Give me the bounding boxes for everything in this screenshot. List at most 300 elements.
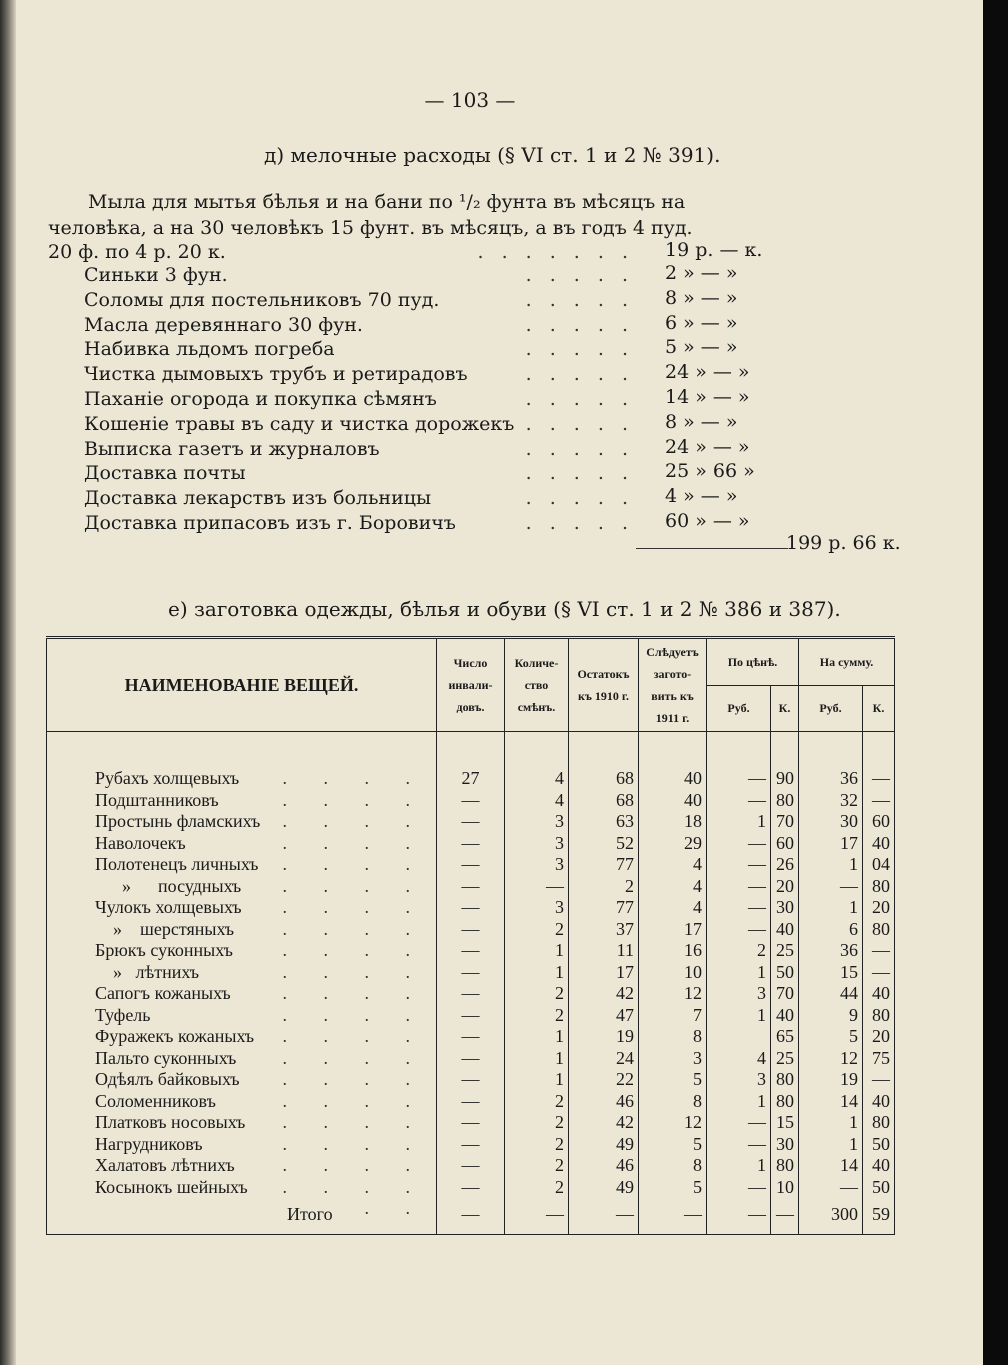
cell-invalids: 27: [437, 768, 505, 790]
cell-price-r: —: [707, 897, 771, 919]
item-name: [47, 1134, 437, 1156]
leader-dots: . . . .: [282, 832, 426, 853]
item-name-text: Сапогъ кожаныхъ: [95, 983, 231, 1004]
cell-sum-k: 20: [863, 897, 895, 919]
intro-dots: . . . . . . .: [477, 241, 634, 263]
table-row: [47, 1091, 895, 1113]
table-row: [47, 854, 895, 876]
item-name-text: Подштанниковъ: [95, 789, 219, 810]
cell-changes: 2: [505, 1177, 569, 1199]
section-d-heading: д) мелочные расходы (§ VI ст. 1 и 2 № 391).: [264, 143, 721, 167]
item-name: [47, 962, 437, 984]
cell-sum-k: 80: [863, 1005, 895, 1027]
cell-invalids: —: [437, 1177, 505, 1199]
cell-price-k: 80: [771, 1069, 799, 1091]
cell-invalids: —: [437, 940, 505, 962]
cell-sum-r: 14: [799, 1091, 863, 1113]
cell-prepare: 8: [639, 1026, 707, 1048]
table-row: [47, 1155, 895, 1177]
leader-dots: . . . . .: [525, 512, 634, 534]
cell-prepare: 3: [639, 1048, 707, 1070]
table-row: [47, 790, 895, 812]
cell-sum-r: 1: [799, 897, 863, 919]
cell-sum-k: —: [863, 790, 895, 812]
item-name: [47, 790, 437, 812]
header-sum-rub: Руб.: [799, 685, 863, 731]
item-name-text: Пальто суконныхъ: [95, 1047, 237, 1068]
item-name: [47, 1069, 437, 1091]
header-to-prepare: Слѣдуетъ загото- вить къ 1911 г.: [639, 638, 707, 732]
cell-invalids: —: [437, 897, 505, 919]
cell-price-k: 15: [771, 1112, 799, 1134]
cell-sum-k: 04: [863, 854, 895, 876]
table-row: [47, 768, 895, 790]
expense-item: [84, 487, 634, 511]
intro-amount: 19 р. — к.: [665, 239, 763, 261]
cell-changes: 3: [505, 833, 569, 855]
cell-invalids: —: [437, 1091, 505, 1113]
cell-changes: 1: [505, 940, 569, 962]
header-price-rub: Руб.: [707, 685, 771, 731]
cell-remainder: 77: [569, 854, 639, 876]
expense-item: [84, 314, 634, 338]
header-sum-kop: К.: [863, 685, 895, 731]
expense-label: Доставка почты: [84, 462, 246, 485]
item-name-text: Простынь фламскихъ: [95, 811, 261, 832]
cell-price-k: 60: [771, 833, 799, 855]
clothing-table: [46, 636, 895, 1235]
cell-sum-r: 32: [799, 790, 863, 812]
expense-item: [84, 264, 634, 288]
cell-price-r: —: [707, 1198, 771, 1230]
cell-remainder: 37: [569, 919, 639, 941]
cell-sum-k: 80: [863, 919, 895, 941]
cell-price-k: 26: [771, 854, 799, 876]
item-name-text: Фуражекъ кожаныхъ: [95, 1026, 255, 1047]
cell-prepare: 5: [639, 1134, 707, 1156]
expense-item: [84, 289, 634, 313]
leader-dots: . . . . .: [525, 363, 634, 386]
item-name: [47, 1026, 437, 1048]
intro-line-3: 20 ф. по 4 р. 20 к.: [48, 241, 226, 263]
leader-dots: . . . .: [282, 768, 426, 788]
cell-sum-r: 14: [799, 1155, 863, 1177]
spacer-row: [47, 732, 895, 769]
cell-sum-r: 36: [799, 768, 863, 790]
cell-sum-r: —: [799, 876, 863, 898]
cell-remainder: 24: [569, 1048, 639, 1070]
cell-changes: 1: [505, 962, 569, 984]
cell-price-r: —: [707, 1134, 771, 1156]
table-row: [47, 919, 895, 941]
expense-amount: 4 » — »: [665, 485, 738, 508]
item-name-text: Рубахъ холщевыхъ: [95, 768, 240, 789]
expense-amount: 24 » — »: [665, 361, 750, 384]
cell-changes: 3: [505, 897, 569, 919]
cell-changes: 4: [505, 790, 569, 812]
cell-sum-k: —: [863, 1069, 895, 1091]
item-name-text: Одѣялъ байковыхъ: [95, 1069, 240, 1090]
table-bottom-row: [47, 1230, 895, 1235]
header-name: НАИМЕНОВАНІЕ ВЕЩЕЙ.: [47, 638, 437, 732]
cell-prepare: 5: [639, 1177, 707, 1199]
table-row: [47, 983, 895, 1005]
cell-prepare: 5: [639, 1069, 707, 1091]
cell-changes: 3: [505, 811, 569, 833]
cell-sum-r: 1: [799, 854, 863, 876]
expense-label: Паханіе огорода и покупка сѣмянъ: [84, 388, 437, 410]
item-name: [47, 1155, 437, 1177]
leader-dots: . . . .: [282, 1026, 426, 1046]
item-name: [47, 1091, 437, 1113]
cell-sum-r: 300: [799, 1198, 863, 1230]
total-label: [47, 1198, 437, 1230]
cell-prepare: 10: [639, 962, 707, 984]
cell-changes: 1: [505, 1069, 569, 1091]
cell-remainder: 11: [569, 940, 639, 962]
expense-item: [84, 363, 634, 387]
cell-sum-k: 59: [863, 1198, 895, 1230]
cell-sum-r: 9: [799, 1005, 863, 1027]
table-row: [47, 1048, 895, 1070]
cell-prepare: 8: [639, 1091, 707, 1113]
expense-label: Синьки 3 фун.: [84, 264, 228, 286]
cell-sum-k: 75: [863, 1048, 895, 1070]
cell-sum-k: 50: [863, 1134, 895, 1156]
leader-dots: . . . .: [282, 1047, 426, 1068]
total-label-text: Итого: [287, 1203, 333, 1224]
cell-price-r: —: [707, 790, 771, 812]
cell-sum-k: 60: [863, 811, 895, 833]
cell-invalids: —: [437, 983, 505, 1005]
table-row: [47, 897, 895, 919]
leader-dots: . . . .: [282, 854, 426, 874]
leader-dots: . . . .: [282, 1155, 426, 1175]
item-name: [47, 1177, 437, 1199]
cell-changes: 2: [505, 1112, 569, 1134]
cell-sum-r: 15: [799, 962, 863, 984]
expense-amount: 2 » — »: [665, 262, 738, 284]
leader-dots: . . . . .: [525, 437, 634, 460]
expense-label: Чистка дымовыхъ трубъ и ретирадовъ: [84, 363, 468, 386]
expense-item: [84, 388, 634, 412]
cell-sum-r: 17: [799, 833, 863, 855]
leader-dots: . . . .: [282, 961, 426, 982]
cell-sum-k: 40: [863, 833, 895, 855]
cell-remainder: 49: [569, 1177, 639, 1199]
cell-price-k: 80: [771, 1091, 799, 1113]
cell-price-k: 50: [771, 962, 799, 984]
cell-sum-r: 5: [799, 1026, 863, 1048]
item-name-text: » посудныхъ: [95, 875, 242, 896]
cell-prepare: —: [639, 1198, 707, 1230]
cell-changes: 2: [505, 1091, 569, 1113]
cell-remainder: 22: [569, 1069, 639, 1091]
item-name: [47, 833, 437, 855]
cell-remainder: 49: [569, 1134, 639, 1156]
leader-dots: . . . .: [282, 1069, 426, 1089]
total-rule: [636, 548, 788, 549]
cell-price-r: 1: [707, 1155, 771, 1177]
item-name: [47, 768, 437, 790]
table-row: [47, 833, 895, 855]
leader-dots: . .: [364, 1198, 426, 1218]
cell-prepare: 40: [639, 790, 707, 812]
cell-sum-k: 20: [863, 1026, 895, 1048]
leader-dots: . . . .: [282, 1176, 426, 1197]
cell-price-r: 1: [707, 1005, 771, 1027]
cell-invalids: —: [437, 790, 505, 812]
cell-invalids: —: [437, 1198, 505, 1230]
expense-item: [84, 338, 634, 362]
cell-price-r: [707, 1026, 771, 1048]
section-e-heading: е) заготовка одежды, бѣлья и обуви (§ VI ст. 1 и 2 № 386 и 387).: [168, 597, 841, 621]
header-changes: Количе- ство смѣнъ.: [505, 638, 569, 732]
table-row: [47, 1112, 895, 1134]
leader-dots: . . . . .: [525, 313, 634, 336]
cell-price-r: 1: [707, 1091, 771, 1113]
cell-prepare: 7: [639, 1005, 707, 1027]
cell-price-k: —: [771, 1198, 799, 1230]
table-row: [47, 1026, 895, 1048]
leader-dots: . . . . .: [525, 388, 634, 410]
cell-sum-r: 12: [799, 1048, 863, 1070]
leader-dots: . . . .: [282, 918, 426, 939]
item-name-text: Косынокъ шейныхъ: [95, 1176, 248, 1197]
cell-invalids: —: [437, 876, 505, 898]
cell-price-r: —: [707, 876, 771, 898]
item-name: [47, 940, 437, 962]
cell-prepare: 12: [639, 1112, 707, 1134]
cell-changes: 1: [505, 1026, 569, 1048]
intro-line-1: Мыла для мытья бѣлья и на бани по ¹/₂ фунта въ мѣсяцъ на: [88, 191, 686, 213]
table-row: [47, 962, 895, 984]
expense-amount: 24 » — »: [665, 435, 750, 458]
leader-dots: . . . .: [282, 1112, 426, 1132]
header-invalids: Число инвали- довъ.: [437, 638, 505, 732]
cell-sum-r: 19: [799, 1069, 863, 1091]
cell-changes: 2: [505, 1134, 569, 1156]
cell-price-k: 20: [771, 876, 799, 898]
cell-changes: 3: [505, 854, 569, 876]
item-name-text: Туфель: [95, 1004, 151, 1025]
cell-changes: 2: [505, 983, 569, 1005]
item-name: [47, 854, 437, 876]
cell-remainder: 46: [569, 1091, 639, 1113]
leader-dots: . . . .: [282, 789, 426, 810]
item-name: [47, 983, 437, 1005]
leader-dots: . . . . .: [525, 338, 634, 361]
cell-price-k: 10: [771, 1177, 799, 1199]
table-row: [47, 811, 895, 833]
cell-sum-k: 40: [863, 1091, 895, 1113]
cell-invalids: —: [437, 1112, 505, 1134]
cell-changes: 1: [505, 1048, 569, 1070]
leader-dots: . . . . .: [525, 412, 634, 435]
cell-price-k: 25: [771, 940, 799, 962]
item-name-text: » лѣтнихъ: [95, 961, 200, 982]
expense-label: Выписка газетъ и журналовъ: [84, 437, 380, 460]
cell-invalids: —: [437, 1134, 505, 1156]
item-name: [47, 876, 437, 898]
cell-price-k: 70: [771, 983, 799, 1005]
item-name-text: Халатовъ лѣтнихъ: [95, 1155, 235, 1176]
cell-invalids: —: [437, 1155, 505, 1177]
item-name: [47, 919, 437, 941]
item-name-text: Брюкъ суконныхъ: [95, 940, 233, 961]
cell-invalids: —: [437, 854, 505, 876]
item-name-text: » шерстяныхъ: [95, 918, 235, 939]
expense-amount: 8 » — »: [665, 410, 738, 433]
item-name-text: Чулокъ холщевыхъ: [95, 897, 242, 918]
expense-amount: 60 » — »: [665, 510, 750, 532]
cell-changes: 4: [505, 768, 569, 790]
cell-invalids: —: [437, 1048, 505, 1070]
cell-invalids: —: [437, 833, 505, 855]
item-name-text: Нагрудниковъ: [95, 1133, 203, 1154]
leader-dots: . . . .: [282, 1004, 426, 1025]
cell-price-k: 40: [771, 1005, 799, 1027]
cell-remainder: 2: [569, 876, 639, 898]
cell-remainder: 68: [569, 768, 639, 790]
table-row: [47, 940, 895, 962]
expense-item: [84, 512, 634, 536]
cell-price-k: 80: [771, 790, 799, 812]
header-remainder: Остатокъ къ 1910 г.: [569, 638, 639, 732]
leader-dots: . . . .: [282, 940, 426, 960]
leader-dots: . . . . .: [525, 264, 634, 286]
expense-label: Масла деревяннаго 30 фун.: [84, 313, 363, 336]
cell-prepare: 4: [639, 876, 707, 898]
expense-item: [84, 462, 634, 486]
cell-sum-r: 1: [799, 1134, 863, 1156]
expense-amount: 6 » — »: [665, 311, 738, 334]
item-name-text: Наволочекъ: [95, 832, 186, 853]
cell-price-k: 80: [771, 1155, 799, 1177]
cell-invalids: —: [437, 962, 505, 984]
cell-sum-k: —: [863, 768, 895, 790]
cell-changes: 2: [505, 1155, 569, 1177]
cell-sum-k: —: [863, 940, 895, 962]
expense-label: Доставка лекарствъ изъ больницы: [84, 487, 432, 510]
expense-amount: 8 » — »: [665, 286, 738, 309]
cell-price-k: 25: [771, 1048, 799, 1070]
cell-price-k: 90: [771, 768, 799, 790]
cell-remainder: 42: [569, 983, 639, 1005]
expense-amount: 25 » 66 »: [665, 460, 755, 483]
expense-amount: 14 » — »: [665, 386, 750, 408]
book-gutter: [0, 0, 16, 1365]
cell-sum-r: 6: [799, 919, 863, 941]
cell-price-r: —: [707, 1112, 771, 1134]
cell-price-k: 40: [771, 919, 799, 941]
expense-label: Кошеніе травы въ саду и чистка дорожекъ: [84, 412, 515, 435]
header-sum: На сумму.: [799, 638, 895, 686]
total-row: [47, 1198, 895, 1230]
cell-sum-k: —: [863, 962, 895, 984]
cell-invalids: —: [437, 1026, 505, 1048]
cell-sum-k: 40: [863, 1155, 895, 1177]
cell-remainder: 77: [569, 897, 639, 919]
item-name-text: Соломенниковъ: [95, 1090, 216, 1111]
cell-prepare: 12: [639, 983, 707, 1005]
cell-remainder: 68: [569, 790, 639, 812]
expense-item: [84, 413, 634, 437]
cell-prepare: 4: [639, 854, 707, 876]
cell-invalids: —: [437, 1005, 505, 1027]
cell-remainder: 52: [569, 833, 639, 855]
table-row: [47, 1069, 895, 1091]
cell-price-k: 30: [771, 897, 799, 919]
cell-price-r: 1: [707, 811, 771, 833]
cell-price-r: —: [707, 919, 771, 941]
cell-invalids: —: [437, 1069, 505, 1091]
expense-label: Набивка льдомъ погреба: [84, 338, 335, 361]
cell-sum-r: —: [799, 1177, 863, 1199]
section-d-total: 199 р. 66 к.: [786, 532, 901, 554]
cell-price-r: —: [707, 833, 771, 855]
cell-remainder: 42: [569, 1112, 639, 1134]
item-name: [47, 1112, 437, 1134]
cell-changes: 2: [505, 1005, 569, 1027]
expense-label: Доставка припасовъ изъ г. Боровичъ: [84, 512, 456, 534]
cell-sum-k: 40: [863, 983, 895, 1005]
page-number: — 103 —: [424, 88, 516, 112]
cell-remainder: 47: [569, 1005, 639, 1027]
leader-dots: . . . . .: [525, 487, 634, 510]
cell-changes: —: [505, 1198, 569, 1230]
cell-changes: 2: [505, 919, 569, 941]
cell-invalids: —: [437, 919, 505, 941]
cell-price-k: 70: [771, 811, 799, 833]
cell-sum-k: 80: [863, 1112, 895, 1134]
cell-remainder: 17: [569, 962, 639, 984]
expense-amount: 5 » — »: [665, 336, 738, 359]
cell-prepare: 29: [639, 833, 707, 855]
table-row: [47, 1177, 895, 1199]
leader-dots: . . . .: [282, 897, 426, 917]
expense-item: [84, 438, 634, 462]
cell-changes: —: [505, 876, 569, 898]
cell-sum-k: 80: [863, 876, 895, 898]
cell-price-r: 3: [707, 1069, 771, 1091]
cell-prepare: 17: [639, 919, 707, 941]
cell-prepare: 18: [639, 811, 707, 833]
cell-price-r: —: [707, 768, 771, 790]
cell-price-r: 4: [707, 1048, 771, 1070]
cell-price-r: 2: [707, 940, 771, 962]
leader-dots: . . . .: [282, 811, 426, 831]
cell-remainder: 19: [569, 1026, 639, 1048]
table-row: [47, 1134, 895, 1156]
leader-dots: . . . .: [282, 1133, 426, 1154]
leader-dots: . . . . .: [525, 288, 634, 311]
cell-price-r: 1: [707, 962, 771, 984]
intro-line-2: человѣка, а на 30 человѣкъ 15 фунт. въ мѣсяцъ, а въ годъ 4 пуд.: [48, 217, 693, 239]
cell-invalids: —: [437, 811, 505, 833]
cell-sum-k: 50: [863, 1177, 895, 1199]
table-row: [47, 876, 895, 898]
item-name: [47, 811, 437, 833]
cell-prepare: 8: [639, 1155, 707, 1177]
cell-sum-r: 44: [799, 983, 863, 1005]
cell-price-r: —: [707, 854, 771, 876]
cell-sum-r: 1: [799, 1112, 863, 1134]
cell-prepare: 4: [639, 897, 707, 919]
cell-price-r: —: [707, 1177, 771, 1199]
cell-remainder: 63: [569, 811, 639, 833]
cell-sum-r: 30: [799, 811, 863, 833]
